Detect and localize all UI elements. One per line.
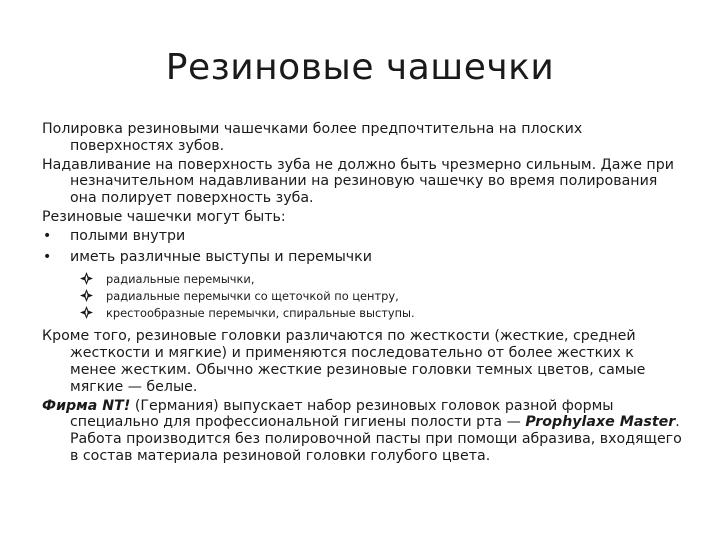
manufacturer-text-2: . Работа производится без полировочной пасты при помощи абразива, входящего в состав материала резиновой головки голубого цвета. [70, 414, 682, 464]
diamond-bullet-icon [80, 289, 93, 302]
paragraph-cup-types: Резиновые чашечки могут быть: [42, 208, 286, 225]
diamond-bullet-icon [80, 272, 93, 285]
paragraph-hardness: Кроме того, резиновые головки различаются по жесткости (жесткие, средней жесткости и мягкие) и применяются последовательно от более жестких к менее жестким. Обычно жесткие резиновые головки темных цветов, самые мягкие — белые. [42, 328, 646, 395]
cup-types-list [42, 228, 682, 266]
list-item [42, 249, 682, 266]
sub-list-item [80, 271, 682, 288]
sub-list-item-text: крестообразные перемычки, спиральные выступы. [106, 306, 415, 321]
sub-list-item-text: радиальные перемычки, [106, 272, 255, 287]
slide-title: Резиновые чашечки [165, 47, 555, 88]
list-item-text: иметь различные выступы и перемычки [70, 248, 372, 265]
paragraph-polishing: Полировка резиновыми чашечками более предпочтительна на плоских поверхностях зубов. [42, 121, 583, 154]
ridge-types-list [80, 271, 682, 322]
slide-content [42, 121, 682, 467]
bullet-icon: • [43, 248, 52, 265]
sub-list-item-text: радиальные перемычки со щеточкой по центру, [106, 289, 399, 304]
paragraph-manufacturer [42, 398, 682, 465]
list-item [42, 228, 682, 245]
product-name: Prophylaxe Master [525, 414, 676, 431]
brand-name: Фирма NT! [42, 397, 131, 414]
sub-list-item [80, 288, 682, 305]
bullet-icon: • [43, 227, 52, 244]
diamond-bullet-icon [80, 306, 93, 319]
list-item-text: полыми внутри [70, 227, 186, 244]
paragraph-pressure: Надавливание на поверхность зуба не должно быть чрезмерно сильным. Даже при незначительном надавливании на резиновую чашечку во время полирования она полирует поверхность зуба. [42, 156, 674, 207]
sub-list-item [80, 305, 682, 322]
manufacturer-text-1: (Германия) выпускает набор резиновых головок разной формы специально для профессиональной гигиены полости рта — [70, 397, 614, 431]
